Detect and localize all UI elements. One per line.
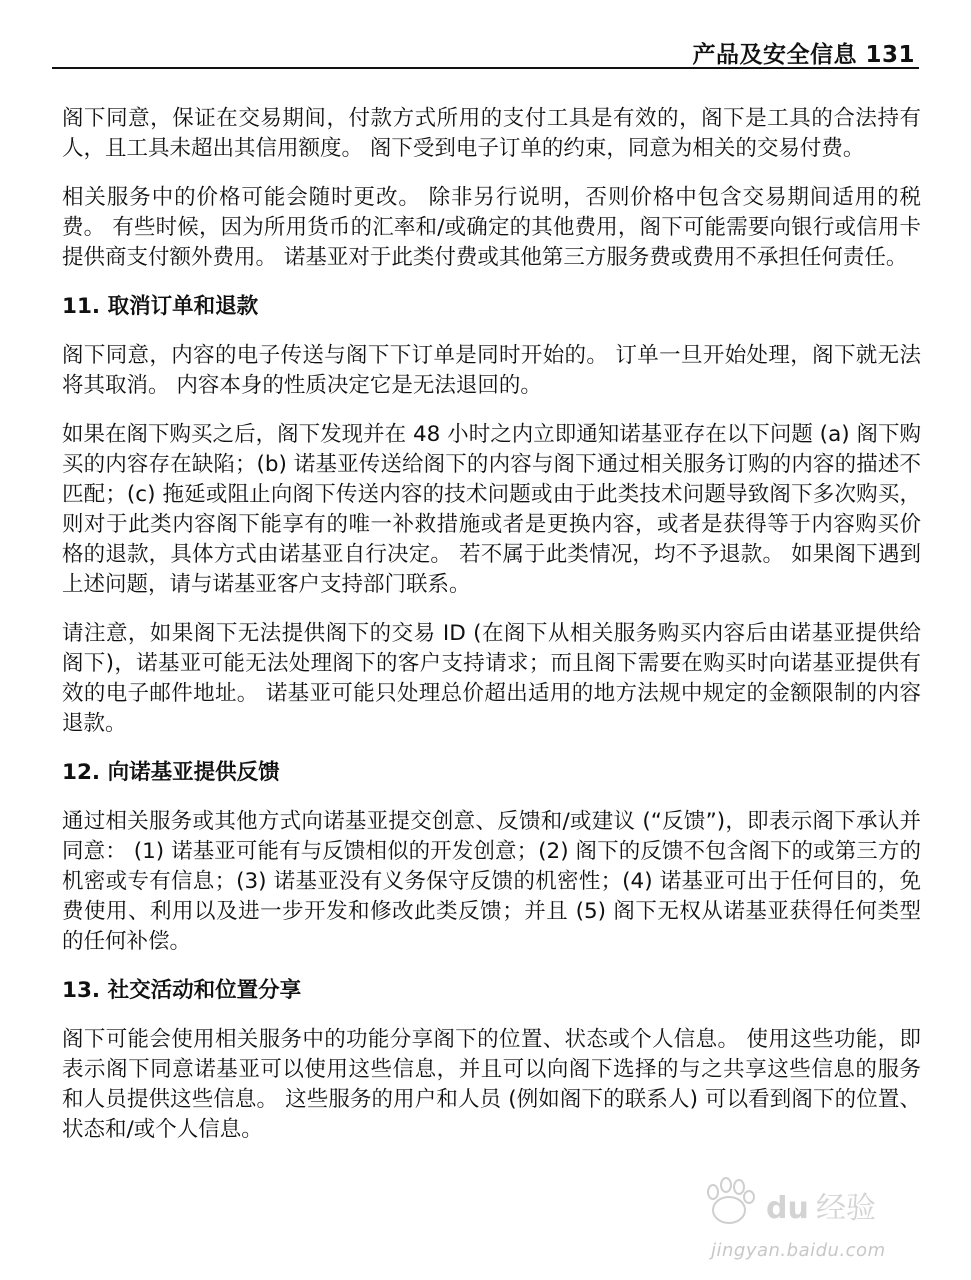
running-header: 产品及安全信息 131 bbox=[692, 42, 915, 68]
paragraph-feedback: 通过相关服务或其他方式向诺基亚提交创意、反馈和/或建议 (“反馈”)，即表示阁下承认并同意： (1) 诺基亚可能有与反馈相似的开发创意；(2) 阁下的反馈不包含阁下的或第三方的机密或专有信息；(3) 诺基亚没有义务保守反馈的机密性；(4) 诺基亚可出于任何目的，免费使用、利用以及进一步开发和修改此类反馈；并且 (5) 阁下无权从诺基亚获得任何类型的任何补偿。 bbox=[62, 809, 921, 954]
watermark-url: jingyan.baidu.com bbox=[711, 1240, 886, 1261]
baidu-logo-icon bbox=[681, 1170, 911, 1240]
svg-text:du: du bbox=[766, 1191, 809, 1226]
paragraph-payment-validity: 阁下同意，保证在交易期间，付款方式所用的支付工具是有效的，阁下是工具的合法持有人，且工具未超出其信用额度。 阁下受到电子订单的约束，同意为相关的交易付费。 bbox=[62, 106, 921, 161]
paragraph-transaction-id: 请注意，如果阁下无法提供阁下的交易 ID (在阁下从相关服务购买内容后由诺基亚提供给阁下)，诺基亚可能无法处理阁下的客户支持请求；而且阁下需要在购买时向诺基亚提供有效的电子邮件地址。 诺基亚可能只处理总价超出适用的地方法规中规定的金额限制的内容退款。 bbox=[62, 621, 921, 736]
svg-text:经验: 经验 bbox=[816, 1191, 876, 1226]
baidu-jingyan-watermark bbox=[681, 1170, 911, 1270]
paragraph-cancel-order: 阁下同意，内容的电子传送与阁下下订单是同时开始的。 订单一旦开始处理，阁下就无法将其取消。 内容本身的性质决定它是无法退回的。 bbox=[62, 343, 921, 398]
section-heading-13: 13. 社交活动和位置分享 bbox=[62, 978, 302, 1003]
section-heading-12: 12. 向诺基亚提供反馈 bbox=[62, 760, 280, 785]
page-body bbox=[62, 104, 921, 1164]
header-rule bbox=[52, 67, 919, 69]
paragraph-price-changes: 相关服务中的价格可能会随时更改。 除非另行说明，否则价格中包含交易期间适用的税费。 有些时候，因为所用货币的汇率和/或确定的其他费用，阁下可能需要向银行或信用卡提供商支付额外费用。 诺基亚对于此类付费或其他第三方服务费或费用不承担任何责任。 bbox=[62, 185, 921, 270]
paragraph-refund-conditions: 如果在阁下购买之后，阁下发现并在 48 小时之内立即通知诺基亚存在以下问题 (a) 阁下购买的内容存在缺陷；(b) 诺基亚传送给阁下的内容与阁下通过相关服务订购的内容的描述不匹配；(c) 拖延或阻止向阁下传送内容的技术问题或由于此类技术问题导致阁下多次购买，则对于此类内容阁下能享有的唯一补救措施或者是更换内容，或者是获得等于内容购买价格的退款，具体方式由诺基亚自行决定。 若不属于此类情况，均不予退款。 如果阁下遇到上述问题，请与诺基亚客户支持部门联系。 bbox=[62, 422, 921, 597]
paragraph-location-sharing: 阁下可能会使用相关服务中的功能分享阁下的位置、状态或个人信息。 使用这些功能，即表示阁下同意诺基亚可以使用这些信息，并且可以向阁下选择的与之共享这些信息的服务和人员提供这些信息。 这些服务的用户和人员 (例如阁下的联系人) 可以看到阁下的位置、状态和/或个人信息。 bbox=[62, 1027, 921, 1142]
section-heading-11: 11. 取消订单和退款 bbox=[62, 294, 259, 319]
